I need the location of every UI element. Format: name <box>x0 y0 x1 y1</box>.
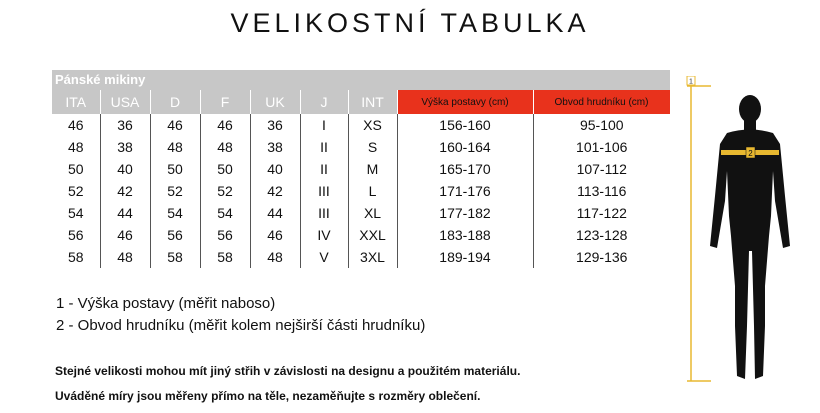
cell-height: 177-182 <box>397 202 533 224</box>
cell-d: 46 <box>150 114 200 136</box>
col-header-height: Výška postavy (cm) <box>397 90 533 114</box>
cell-int: 3XL <box>348 246 397 268</box>
cell-chest: 101-106 <box>576 139 628 155</box>
page-title: VELIKOSTNÍ TABULKA <box>230 8 590 38</box>
cell-j: II <box>300 158 348 180</box>
info-line-1: Stejné velikosti mohou mít jiný střih v závislosti na designu a použitém materiálu. <box>55 364 521 378</box>
cell-d: 48 <box>150 136 200 158</box>
table-row <box>52 180 670 202</box>
cell-j: IV <box>300 224 348 246</box>
cell-usa: 48 <box>100 246 150 268</box>
table-row <box>52 136 670 158</box>
cell-chest: 129-136 <box>576 249 628 265</box>
cell-chest: 123-128 <box>576 227 628 243</box>
body-silhouette-figure <box>683 76 813 386</box>
cell-j: II <box>300 136 348 158</box>
cell-uk: 40 <box>250 158 300 180</box>
cell-chest: 95-100 <box>579 117 624 133</box>
header-row <box>52 90 670 114</box>
size-table <box>52 70 670 268</box>
cell-f: 54 <box>200 202 250 224</box>
col-header-int: INT <box>348 90 397 114</box>
measurement-notes <box>56 293 425 337</box>
table-row <box>52 246 670 268</box>
cell-f: 50 <box>200 158 250 180</box>
silhouette <box>710 95 790 379</box>
note-chest: 2 - Obvod hrudníku (měřit kolem nejširší části hrudníku) <box>56 317 426 334</box>
cell-d: 58 <box>150 246 200 268</box>
info-text <box>55 361 520 411</box>
cell-height: 160-164 <box>397 136 533 158</box>
cell-int: S <box>348 136 397 158</box>
col-header-f: F <box>200 90 250 114</box>
cell-height: 156-160 <box>397 114 533 136</box>
cell-f: 58 <box>200 246 250 268</box>
cell-uk: 46 <box>250 224 300 246</box>
col-header-usa: USA <box>100 90 150 114</box>
cell-uk: 42 <box>250 180 300 202</box>
cell-ita: 50 <box>52 158 100 180</box>
table-row <box>52 114 670 136</box>
cell-ita: 46 <box>52 114 100 136</box>
cell-j: III <box>300 180 348 202</box>
col-header-uk: UK <box>250 90 300 114</box>
cell-ita: 58 <box>52 246 100 268</box>
cell-j: I <box>300 114 348 136</box>
cell-uk: 38 <box>250 136 300 158</box>
cell-int: XXL <box>348 224 397 246</box>
cell-ita: 54 <box>52 202 100 224</box>
info-line-2: Uváděné míry jsou měřeny přímo na těle, nezaměňujte s rozměry oblečení. <box>55 389 481 403</box>
cell-ita: 52 <box>52 180 100 202</box>
cell-height: 189-194 <box>397 246 533 268</box>
cell-chest: 113-116 <box>577 183 627 199</box>
cell-uk: 36 <box>250 114 300 136</box>
cell-ita: 48 <box>52 136 100 158</box>
section-title: Pánské mikiny <box>52 70 670 90</box>
col-header-chest: Obvod hrudníku (cm) <box>533 90 670 114</box>
cell-ita: 56 <box>52 224 100 246</box>
cell-chest: 107-112 <box>576 161 627 177</box>
height-marker-label: 1 <box>689 78 693 86</box>
chest-marker-label: 2 <box>748 149 753 158</box>
cell-f: 48 <box>200 136 250 158</box>
cell-height: 183-188 <box>397 224 533 246</box>
cell-d: 54 <box>150 202 200 224</box>
cell-int: L <box>348 180 397 202</box>
col-header-ita: ITA <box>52 90 100 114</box>
cell-usa: 36 <box>100 114 150 136</box>
cell-usa: 38 <box>100 136 150 158</box>
cell-int: M <box>348 158 397 180</box>
cell-j: III <box>300 202 348 224</box>
cell-usa: 42 <box>100 180 150 202</box>
cell-usa: 44 <box>100 202 150 224</box>
table-row <box>52 202 670 224</box>
cell-d: 56 <box>150 224 200 246</box>
col-header-d: D <box>150 90 200 114</box>
cell-uk: 48 <box>250 246 300 268</box>
col-header-j: J <box>300 90 348 114</box>
cell-d: 50 <box>150 158 200 180</box>
cell-chest: 117-122 <box>576 205 627 221</box>
cell-d: 52 <box>150 180 200 202</box>
cell-j: V <box>300 246 348 268</box>
cell-f: 52 <box>200 180 250 202</box>
cell-usa: 46 <box>100 224 150 246</box>
cell-height: 171-176 <box>397 180 533 202</box>
cell-usa: 40 <box>100 158 150 180</box>
cell-int: XL <box>348 202 397 224</box>
cell-uk: 44 <box>250 202 300 224</box>
cell-int: XS <box>348 114 397 136</box>
cell-f: 56 <box>200 224 250 246</box>
table-row <box>52 158 670 180</box>
cell-height: 165-170 <box>397 158 533 180</box>
note-height: 1 - Výška postavy (měřit naboso) <box>56 295 276 312</box>
table-row <box>52 224 670 246</box>
size-grid <box>52 90 671 268</box>
cell-f: 46 <box>200 114 250 136</box>
